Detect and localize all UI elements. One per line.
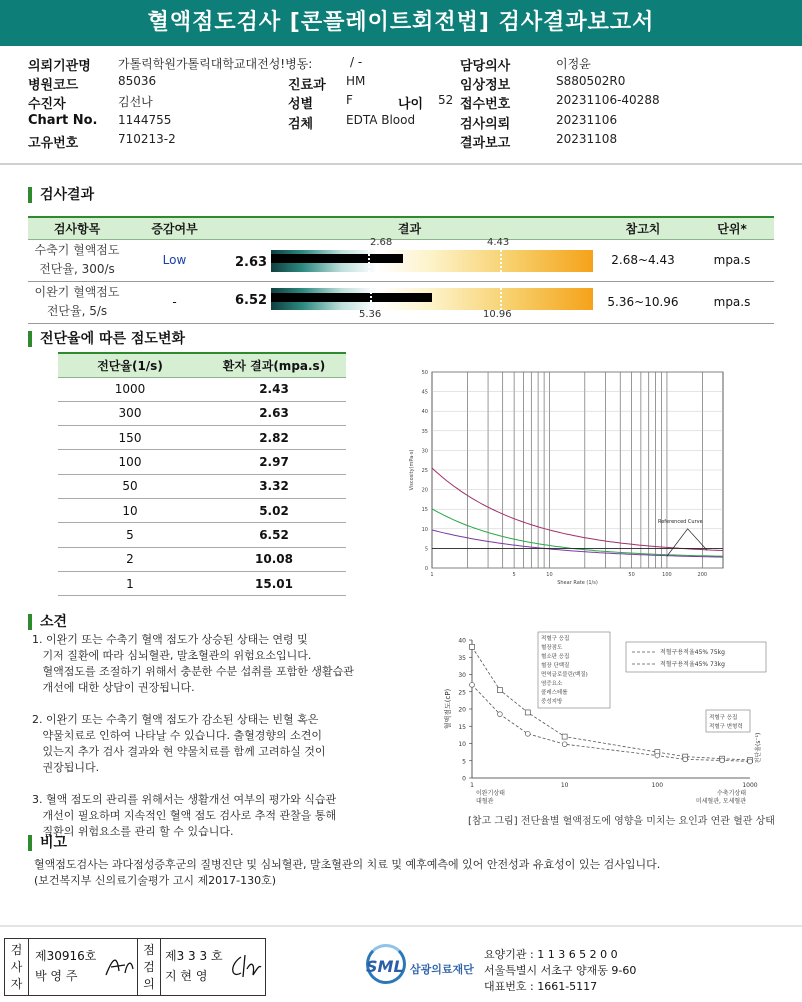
chart-no-value: 1144755 [118, 113, 172, 127]
x-tick-label: 50 [628, 572, 635, 578]
result-bar-cell [223, 236, 596, 281]
y-tick-label: 20 [421, 487, 428, 494]
shear-rate-cell: 10 [58, 498, 202, 522]
range-low-label: 2.68 [370, 236, 393, 248]
y-tick-label: 35 [421, 428, 428, 435]
ref-value: 2.68~4.43 [596, 239, 690, 281]
factor-label: 콜레스테롤 [541, 690, 568, 696]
y-tick-label: 20 [458, 706, 466, 714]
shear-rate-cell: 50 [58, 474, 202, 498]
report-title: 혈액점도검사 [콘플레이트회전법] 검사결과보고서 [0, 0, 802, 46]
factor-label: 염증요소 [541, 681, 563, 687]
series-73kg-point [525, 731, 530, 736]
label-receipt-no: 접수번호 [460, 97, 511, 112]
shear-value-cell: 2.43 [202, 377, 346, 401]
series-73kg-point [748, 759, 753, 764]
factor-label: 혈소판 응집 [541, 654, 570, 660]
unit-value: mpa.s [690, 239, 774, 281]
col-patient-result: 환자 결과(mpa.s) [202, 353, 346, 377]
factor-label: 혈장점도 [541, 645, 563, 651]
label-specimen: 검체 [288, 117, 314, 132]
tester-label: 검사자 [5, 939, 29, 995]
shear-value-cell: 10.08 [202, 547, 346, 571]
left-caption: 대혈관 [476, 798, 494, 805]
tester-no: 제30916호 [35, 949, 97, 963]
series-73kg-point [470, 682, 475, 687]
range-low-marker [368, 250, 370, 272]
doctor-value: 이정윤 [556, 57, 591, 71]
hospital-code-value: 85036 [118, 74, 157, 88]
remark-section-title: 비고 [28, 835, 67, 851]
receipt-no-value: 20231106-40288 [556, 93, 660, 107]
shear-value-cell: 2.82 [202, 426, 346, 450]
result-fill-bar [271, 293, 432, 302]
shear-rate-cell: 300 [58, 401, 202, 425]
ward-extra: / - [350, 55, 363, 69]
checker-name: 지 현 영 [165, 969, 208, 983]
ref-curve-label: Referenced Curve [657, 518, 703, 525]
footer-divider [0, 925, 802, 927]
x-axis-label: Shear Rate (1/s) [557, 580, 598, 586]
opinion-line: 질환의 위험요소를 관리 할 수 있습니다. [32, 825, 234, 838]
y-tick-label: 0 [424, 566, 428, 572]
y-axis-label: Viscosity(mPa·s) [409, 449, 415, 491]
result-item-cell [28, 239, 126, 281]
signature-box [4, 938, 266, 996]
shear-rate-cell: 150 [58, 426, 202, 450]
opinion-line: 기저 질환에 따라 심뇌혈관, 말초혈관의 위험요소입니다. [32, 649, 312, 662]
shear-value-cell: 15.01 [202, 571, 346, 595]
label-chart-no: Chart No. [28, 113, 98, 128]
factors-box [538, 632, 610, 708]
y-tick-label: 50 [421, 370, 428, 376]
range-low-marker [370, 288, 372, 310]
result-row-systolic [28, 239, 774, 281]
y-tick-label: 35 [458, 654, 466, 662]
label-age: 나이 [398, 97, 424, 112]
shear-row [58, 450, 346, 474]
factor-label: 중성지방 [541, 699, 563, 705]
shear-section-title: 전단율에 따른 점도변화 [28, 331, 185, 347]
change-low: Low [126, 239, 223, 281]
opinion-line: 있는지 추가 검사 결과와 현 약물치료를 함께 고려하실 것이 [32, 745, 326, 758]
y-tick-label: 15 [421, 507, 428, 514]
result-bar-cell [223, 281, 596, 323]
opinion-line: 약물치료로 인하여 나타날 수 있습니다. 출혈경향의 소견이 [32, 729, 322, 742]
range-low-label: 5.36 [359, 308, 382, 320]
opinion-section-title: 소견 [28, 614, 67, 630]
y-axis-label: 혈액점도(cP) [444, 688, 452, 730]
shear-rate-cell: 2 [58, 547, 202, 571]
y-tick-label: 5 [424, 546, 428, 553]
label-institution: 의뢰기관명 [28, 59, 91, 74]
opinion-line: 2. 이완기 또는 수축기 혈액 점도가 감소된 상태는 빈혈 혹은 [32, 713, 319, 726]
shear-rate-cell: 100 [58, 450, 202, 474]
series-73kg-point [497, 712, 502, 717]
shear-row [58, 474, 346, 498]
unique-no-value: 710213-2 [118, 132, 176, 146]
series-75kg-point [525, 710, 530, 715]
label-sex: 성별 [288, 97, 314, 112]
y-tick-label: 40 [458, 637, 466, 645]
opinion-paragraph [32, 632, 412, 696]
series-73kg-point [683, 757, 688, 762]
x-tick-label: 10 [546, 572, 553, 578]
factor2-label: 적혈구 응집 [709, 715, 738, 721]
shear-row [58, 498, 346, 522]
checker-label: 점검의 [137, 939, 161, 995]
left-caption: 이완기상태 [476, 790, 505, 797]
series-75kg-point [562, 734, 567, 739]
reference-figure-chart [420, 630, 780, 830]
shear-value-cell: 2.63 [202, 401, 346, 425]
y-tick-label: 30 [458, 672, 466, 679]
opinion-text [32, 632, 412, 856]
series-73kg-point [562, 742, 567, 747]
opinion-line: 개선에 대한 상담이 권장됩니다. [32, 681, 195, 694]
label-request-date: 검사의뢰 [460, 117, 511, 132]
label-report-date: 결과보고 [460, 136, 511, 151]
series-73kg-point [720, 758, 725, 763]
y-tick-label: 25 [421, 468, 428, 474]
y-tick-label: 10 [421, 526, 428, 533]
patient-info [28, 55, 788, 150]
shear-value-cell: 6.52 [202, 523, 346, 547]
results-table [28, 216, 774, 324]
shear-row [58, 523, 346, 547]
shear-row [58, 401, 346, 425]
checker-signature [227, 951, 263, 981]
institution-code: 요양기관 : 1 1 3 6 5 2 0 0 [484, 948, 618, 961]
phone: 대표번호 : 1661-5117 [484, 980, 598, 993]
logo-text: SML [366, 957, 404, 976]
factor-label: 적혈구 응집 [541, 636, 570, 642]
request-date-value: 20231106 [556, 113, 618, 127]
series-75kg-point [497, 688, 502, 693]
opinion-paragraph [32, 792, 412, 840]
address: 서울특별시 서초구 양재동 9-60 [484, 964, 637, 977]
range-high-marker [500, 250, 502, 272]
shear-row [58, 426, 346, 450]
shear-row [58, 547, 346, 571]
opinion-line: 혈액점도를 조절하기 위해서 충분한 수분 섭취를 포함한 생활습관 [32, 665, 354, 678]
result-value: 2.63 [235, 254, 268, 270]
x-tick-label: 200 [697, 572, 708, 578]
item-line-2: 전단율, 5/s [46, 304, 108, 318]
result-item-cell [28, 281, 126, 323]
x-tick-label: 1 [430, 572, 434, 578]
unit-value: mpa.s [690, 281, 774, 323]
col-item: 검사항목 [28, 217, 126, 239]
institution-value: 가톨릭학원가톨릭대학교대전성!병동: [118, 57, 313, 71]
label-doctor: 담당의사 [460, 59, 511, 74]
tester-signature [103, 951, 137, 981]
shear-value-cell: 5.02 [202, 498, 346, 522]
series-73kg-point [655, 753, 660, 758]
y-tick-label: 5 [462, 758, 466, 766]
opinion-line: 3. 혈액 점도의 관리를 위해서는 생활개선 여부의 평가와 식습관 [32, 793, 337, 806]
y-tick-label: 45 [421, 389, 428, 396]
item-line-2: 전단율, 300/s [39, 262, 115, 276]
specimen-value: EDTA Blood [346, 113, 416, 127]
label-clinical-info: 임상정보 [460, 78, 511, 93]
col-result: 결과 [223, 217, 596, 239]
legend-label: 적혈구용적율45% 73kg [660, 661, 725, 668]
label-department: 진료과 [288, 78, 326, 93]
label-patient: 수진자 [28, 97, 66, 112]
clinical-info-value: S880502R0 [556, 74, 626, 88]
series-75kg-point [470, 644, 475, 649]
shear-table [58, 352, 346, 596]
y-tick-label: 40 [421, 409, 428, 416]
result-fill-bar [271, 254, 403, 263]
label-hospital-code: 병원코드 [28, 78, 79, 93]
x-tick-label: 100 [651, 782, 664, 789]
y-tick-label: 10 [458, 741, 466, 748]
viscosity-curve-chart [405, 368, 730, 586]
x-tick-label: 5 [512, 572, 516, 578]
opinion-line: 개선이 필요하며 지속적인 혈액 점도 검사로 추적 관찰을 통해 [32, 809, 337, 822]
shear-rate-cell: 1 [58, 571, 202, 595]
results-section-title: 검사결과 [28, 187, 94, 203]
x-tick-label: 100 [662, 572, 672, 578]
range-high-label: 10.96 [483, 308, 512, 320]
item-line-1: 이완기 혈액점도 [34, 285, 120, 299]
x-tick-label: 10 [560, 782, 569, 789]
opinion-line: 권장됩니다. [32, 761, 100, 774]
right-caption: 수축기상태 [717, 790, 746, 797]
shear-rate-cell: 1000 [58, 377, 202, 401]
change-none: - [126, 281, 223, 323]
tester-name: 박 영 주 [35, 969, 78, 983]
ref-value: 5.36~10.96 [596, 281, 690, 323]
x-tick-label: 1 [470, 782, 474, 789]
range-high-label: 4.43 [487, 236, 510, 248]
age-value: 52 [438, 93, 454, 107]
range-high-marker [500, 288, 502, 310]
result-row-diastolic [28, 281, 774, 323]
report-date-value: 20231108 [556, 132, 618, 146]
remark-line-1: 혈액점도검사는 과다점성증후군의 질병진단 및 심뇌혈관, 말초혈관의 치료 및 예후예측에 있어 안전성과 유효성이 있는 검사입니다. [34, 858, 661, 871]
y-tick-label: 0 [462, 775, 466, 783]
col-shear-rate: 전단율(1/s) [58, 353, 202, 377]
shear-rate-cell: 5 [58, 523, 202, 547]
opinion-paragraph [32, 712, 412, 776]
shear-value-cell: 2.97 [202, 450, 346, 474]
col-ref: 참고치 [596, 217, 690, 239]
x-axis-label: 전단율(s⁻¹) [755, 732, 762, 764]
item-line-1: 수축기 혈액점도 [34, 243, 120, 257]
x-tick-label: 1000 [742, 782, 758, 789]
col-unit: 단위* [690, 217, 774, 239]
legend-label: 적혈구용적율45% 75kg [660, 649, 725, 656]
result-value: 6.52 [235, 292, 268, 308]
y-tick-label: 30 [421, 448, 428, 455]
opinion-line: 1. 이완기 또는 수축기 혈액 점도가 상승된 상태는 연령 및 [32, 633, 308, 646]
patient-name-value: 김선나 [118, 95, 153, 109]
y-tick-label: 15 [458, 723, 466, 731]
shear-row [58, 571, 346, 595]
factor-label: 혈장 단백질 [541, 663, 570, 669]
remark-line-2: (보건복지부 신의료기술평가 고시 제2017-130호) [34, 874, 277, 887]
factor2-label: 적혈구 변형력 [709, 724, 743, 730]
shear-value-cell: 3.32 [202, 474, 346, 498]
col-change: 증감여부 [126, 217, 223, 239]
figure-caption: [참고 그림] 전단율별 혈액점도에 영향을 미치는 요인과 연관 혈관 상태 [468, 816, 775, 827]
divider [0, 163, 802, 165]
label-unique-no: 고유번호 [28, 136, 79, 151]
y-tick-label: 25 [458, 689, 466, 697]
org-name: 삼광의료재단 [410, 963, 474, 976]
right-caption: 미세혈관, 모세혈관 [695, 798, 746, 805]
factor-label: 면역글로블린(백질) [541, 672, 588, 678]
shear-row [58, 377, 346, 401]
department-value: HM [346, 74, 366, 88]
checker-no: 제3 3 3 호 [165, 949, 223, 963]
sex-value: F [346, 93, 353, 107]
